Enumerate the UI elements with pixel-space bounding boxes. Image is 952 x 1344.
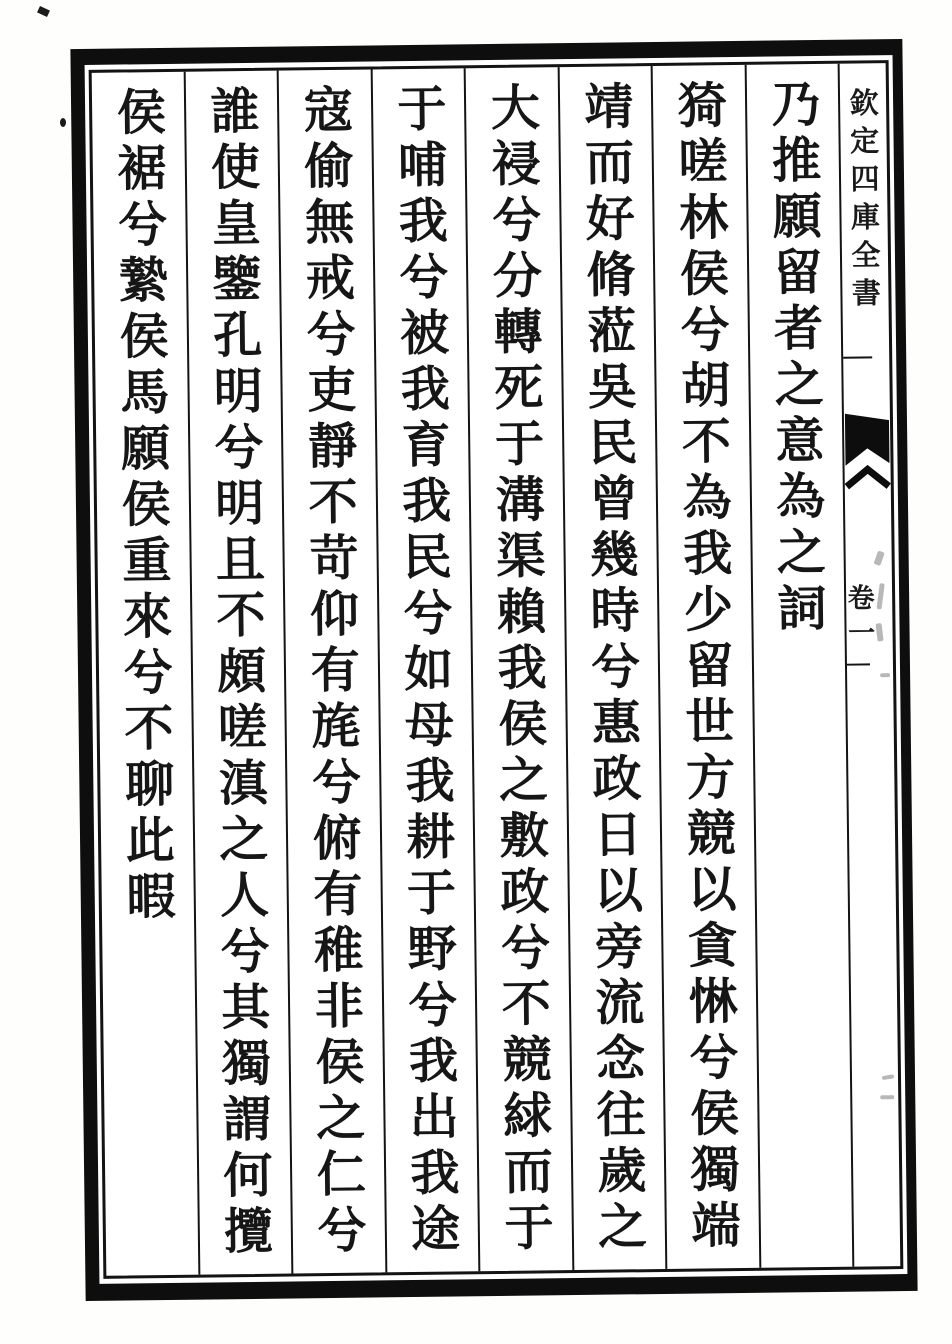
page-frame (70, 39, 917, 1301)
volume-divider (847, 663, 870, 665)
spine-title: 欽定四庫全書 (845, 87, 883, 316)
faint-smudge (876, 623, 884, 642)
text-column-1: 乃推願留者之意為之詞 (744, 64, 852, 1268)
text-column-2: 猗嗟林侯兮胡不為我少留世方競以貪惏兮侯獨端 (651, 65, 759, 1269)
faint-smudge (882, 1074, 894, 1080)
faint-smudge (874, 551, 885, 567)
text-column-3: 靖而好脩蒞吳民曾幾時兮惠政日以旁流念往歲之 (557, 66, 665, 1270)
scan-speck (37, 6, 50, 17)
text-column-6: 寇偷無戒兮吏靜不苛仰有旄兮俯有稚非侯之仁兮 (277, 69, 385, 1273)
text-column-7: 誰使皇鑒孔明兮明且不頗嗟滇之人兮其獨謂何攬 (183, 71, 291, 1275)
faint-smudge (876, 583, 884, 609)
text-column-8: 侯裾兮縶侯馬願侯重來兮不聊此暇 (109, 85, 178, 927)
volume-label: 卷一 (842, 583, 875, 654)
text-column-4: 大祲兮分轉死于溝渠賴我侯之敷政兮不競絿而于 (464, 67, 572, 1271)
border-gap (85, 55, 908, 1284)
scan-speck (60, 118, 66, 127)
spine-divider (843, 356, 872, 358)
faint-smudge (880, 1095, 894, 1099)
text-grid (89, 60, 904, 1279)
faint-smudge (880, 673, 890, 677)
text-column-5: 于哺我兮被我育我民兮如母我耕于野兮我出我途 (370, 68, 478, 1272)
fishtail-icon (844, 411, 891, 512)
